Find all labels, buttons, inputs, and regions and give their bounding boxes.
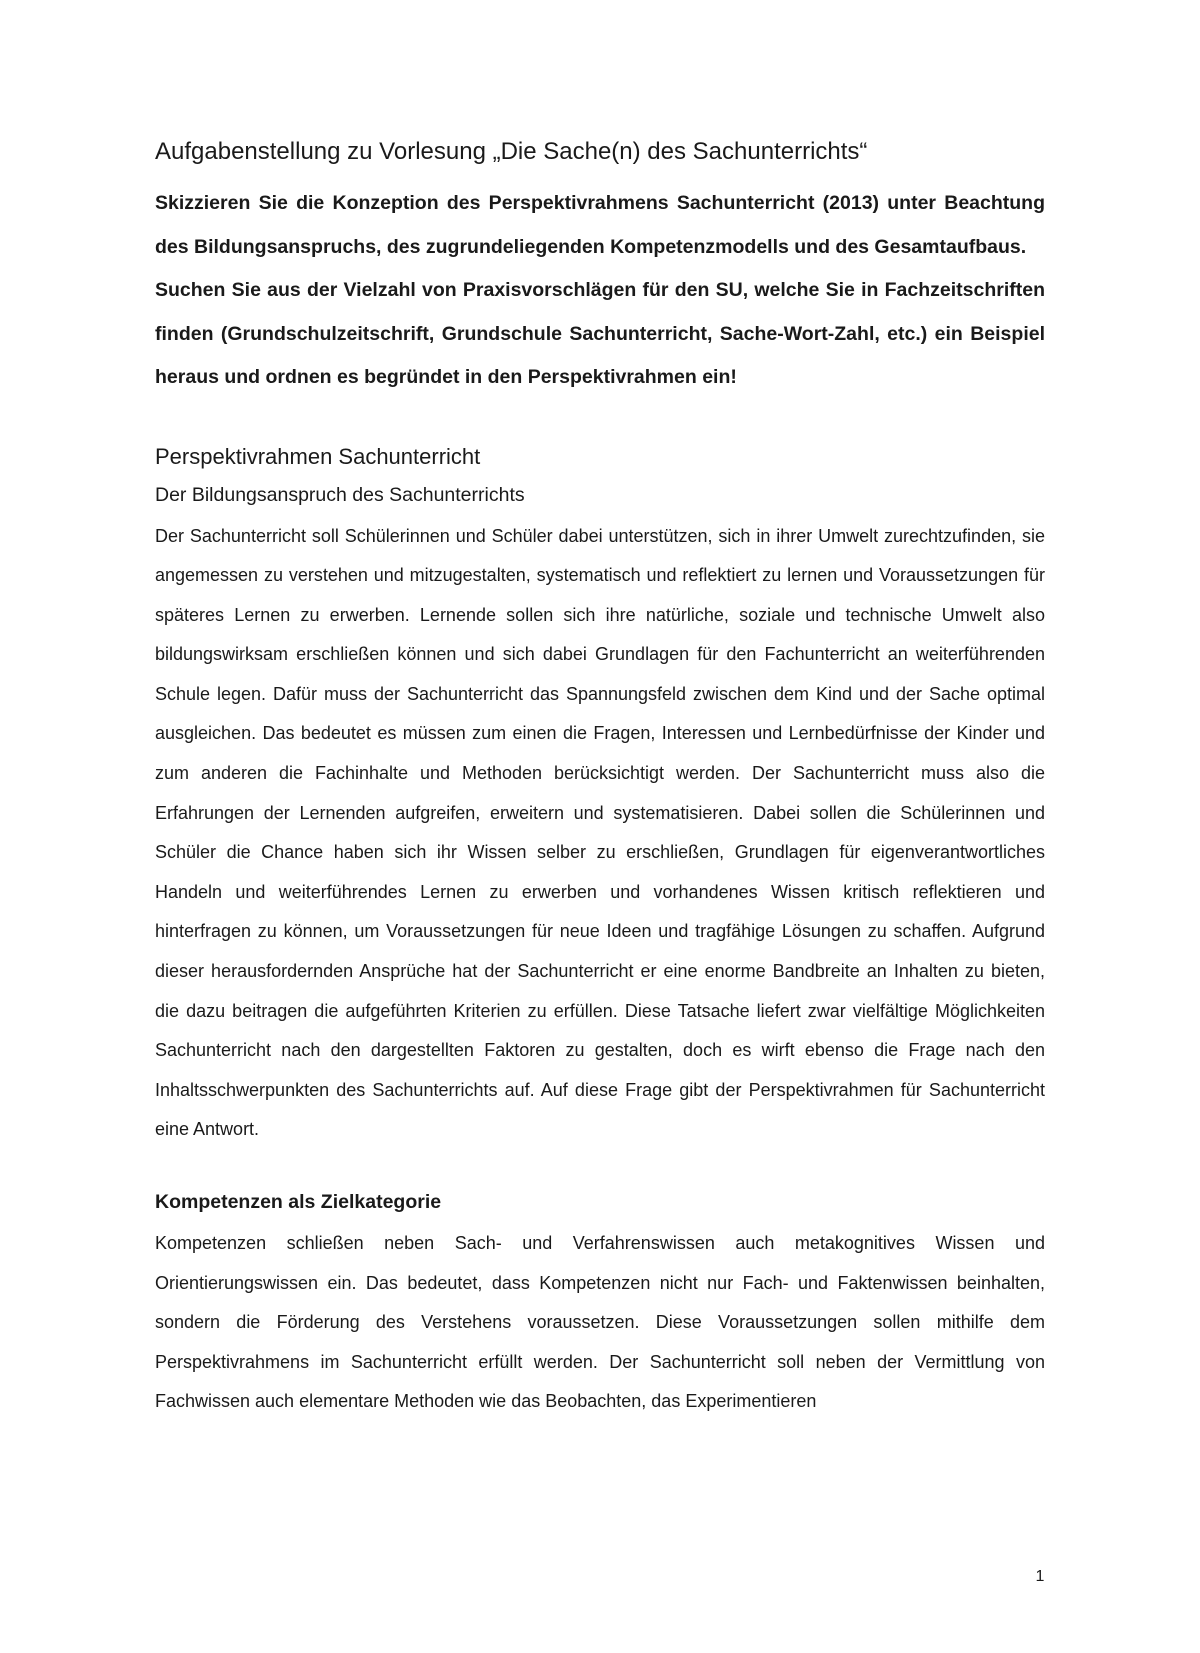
page-content	[155, 136, 1045, 1422]
task-paragraph-2: Suchen Sie aus der Vielzahl von Praxisvorschlägen für den SU, welche Sie in Fachzeitschriften finden (Grundschulzeitschrift, Grundschule Sachunterricht, Sache-Wort-Zahl, etc.) ein Beispiel heraus und ordnen es begründet in den Perspektivrahmen ein!	[155, 279, 1045, 388]
paragraph-bildungsanspruch: Der Sachunterricht soll Schülerinnen und Schüler dabei unterstützen, sich in ihrer Umwelt zurechtzufinden, sie angemessen zu verstehen und mitzugestalten, systematisch und reflektiert zu lernen und Voraussetzungen für späteres Lernen zu erwerben. Lernende sollen sich ihre natürliche, soziale und technische Umwelt also bildungswirksam erschließen können und sich dabei Grundlagen für den Fachunterricht an weiterführenden Schule legen. Dafür muss der Sachunterricht das Spannungsfeld zwischen dem Kind und der Sache optimal ausgleichen. Das bedeutet es müssen zum einen die Fragen, Interessen und Lernbedürfnisse der Kinder und zum anderen die Fachinhalte und Methoden berücksichtigt werden. Der Sachunterricht muss also die Erfahrungen der Lernenden aufgreifen, erweitern und systematisieren. Dabei sollen die Schülerinnen und Schüler die Chance haben sich ihr Wissen selber zu erschließen, Grundlagen für eigenverantwortliches Handeln und weiterführendes Lernen zu erwerben und vorhandenes Wissen kritisch reflektieren und hinterfragen zu können, um Voraussetzungen für neue Ideen und tragfähige Lösungen zu schaffen. Aufgrund dieser herausfordernden Ansprüche hat der Sachunterricht er eine enorme Bandbreite an Inhalten zu bieten, die dazu beitragen die aufgeführten Kriterien zu erfüllen. Diese Tatsache liefert zwar vielfältige Möglichkeiten Sachunterricht nach den dargestellten Faktoren zu gestalten, doch es wirft ebenso die Frage nach den Inhaltsschwerpunkten des Sachunterrichts auf. Auf diese Frage gibt der Perspektivrahmen für Sachunterricht eine Antwort.	[155, 525, 1045, 1140]
subsection-title-kompetenzen: Kompetenzen als Zielkategorie	[155, 1191, 442, 1213]
task-paragraph-1: Skizzieren Sie die Konzeption des Perspektivrahmens Sachunterricht (2013) unter Beachtung des Bildungsanspruchs, des zugrundeliegenden Kompetenzmodells und des Gesamtaufbaus.	[155, 192, 1045, 258]
subsection-title-bildungsanspruch: Der Bildungsanspruch des Sachunterrichts	[155, 483, 525, 506]
task-description	[155, 182, 1045, 400]
paragraph-kompetenzen: Kompetenzen schließen neben Sach- und Verfahrenswissen auch metakognitives Wissen und Orientierungswissen ein. Das bedeutet, dass Kompetenzen nicht nur Fach- und Faktenwissen beinhalten, sondern die Förderung des Verstehens voraussetzen. Diese Voraussetzungen sollen mithilfe dem Perspektivrahmens im Sachunterricht erfüllt werden. Der Sachunterricht soll neben der Vermittlung von Fachwissen auch elementare Methoden wie das Beobachten, das Experimentieren	[155, 1233, 1045, 1412]
page-number: 1	[1035, 1568, 1045, 1585]
section-title: Perspektivrahmen Sachunterricht	[155, 443, 481, 469]
document-title: Aufgabenstellung zu Vorlesung „Die Sache(n) des Sachunterrichts“	[155, 138, 868, 165]
